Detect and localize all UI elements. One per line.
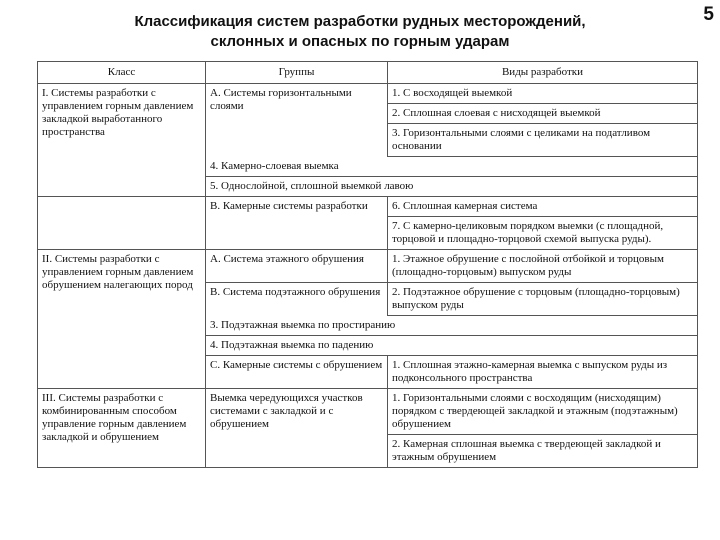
group-cell-2b: В. Система подэтажного обрушения	[206, 283, 388, 316]
type-cell-wide: 4. Камерно-слоевая выемка	[206, 157, 698, 177]
type-cell: 6. Сплошная камерная система	[388, 197, 698, 217]
classification-table	[37, 61, 698, 468]
type-cell-wide: 4. Подэтажная выемка по падению	[206, 336, 698, 356]
class-cell-2-cont	[38, 356, 206, 389]
table-row	[38, 356, 698, 389]
header-class: Класс	[38, 62, 206, 84]
type-cell: 2. Камерная сплошная выемка с твердеющей закладкой и этажным обрушением	[388, 435, 698, 468]
group-cell-2c: С. Камерные системы с обрушением	[206, 356, 388, 389]
title-line-2: склонных и опасных по горным ударам	[210, 33, 510, 50]
page-title	[60, 12, 660, 52]
type-cell: 1. С восходящей выемкой	[388, 84, 698, 104]
table-row	[38, 250, 698, 283]
class-cell-3: III. Системы разработки с комбинированным способом управление горным давлением закладкой и обрушением	[38, 389, 206, 468]
class-cell-1-cont	[38, 197, 206, 250]
table-header-row	[38, 62, 698, 84]
header-types: Виды разработки	[388, 62, 698, 84]
group-cell-1b: В. Камерные системы разработки	[206, 197, 388, 250]
type-cell: 1. Этажное обрушение с послойной отбойкой и торцовым (площадно-торцовым) выпуском руды	[388, 250, 698, 283]
header-groups: Группы	[206, 62, 388, 84]
table-row	[38, 197, 698, 217]
slide-number: 5	[703, 4, 714, 25]
type-cell-wide: 5. Однослойной, сплошной выемкой лавою	[206, 177, 698, 197]
type-cell: 2. Сплошная слоевая с нисходящей выемкой	[388, 104, 698, 124]
class-cell-2: II. Системы разработки с управлением горным давлением обрушением налегающих пород	[38, 250, 206, 356]
group-cell-2a: А. Система этажного обрушения	[206, 250, 388, 283]
type-cell: 1. Сплошная этажно-камерная выемка с выпуском руды из подконсольного пространства	[388, 356, 698, 389]
title-line-1: Классификация систем разработки рудных месторождений,	[134, 13, 586, 30]
table-row	[38, 84, 698, 104]
type-cell: 3. Горизонтальными слоями с целиками на податливом основании	[388, 124, 698, 157]
type-cell: 1. Горизонтальными слоями с восходящим (нисходящим) порядком с твердеющей закладкой и этажным (подэтажным) обрушением	[388, 389, 698, 435]
type-cell: 2. Подэтажное обрушение с торцовым (площадно-торцовым) выпуском руды	[388, 283, 698, 316]
table-row	[38, 389, 698, 435]
group-cell-1a: А. Системы горизонтальными слоями	[206, 84, 388, 157]
type-cell-wide: 3. Подэтажная выемка по простиранию	[206, 316, 698, 336]
class-cell-1: I. Системы разработки с управлением горным давлением закладкой выработанного пространства	[38, 84, 206, 197]
group-cell-3a: Выемка чередующихся участков системами с закладкой и с обрушением	[206, 389, 388, 468]
type-cell: 7. С камерно-целиковым порядком выемки (с площадной, торцовой и площадно-торцовой схемой выпуска руды).	[388, 217, 698, 250]
